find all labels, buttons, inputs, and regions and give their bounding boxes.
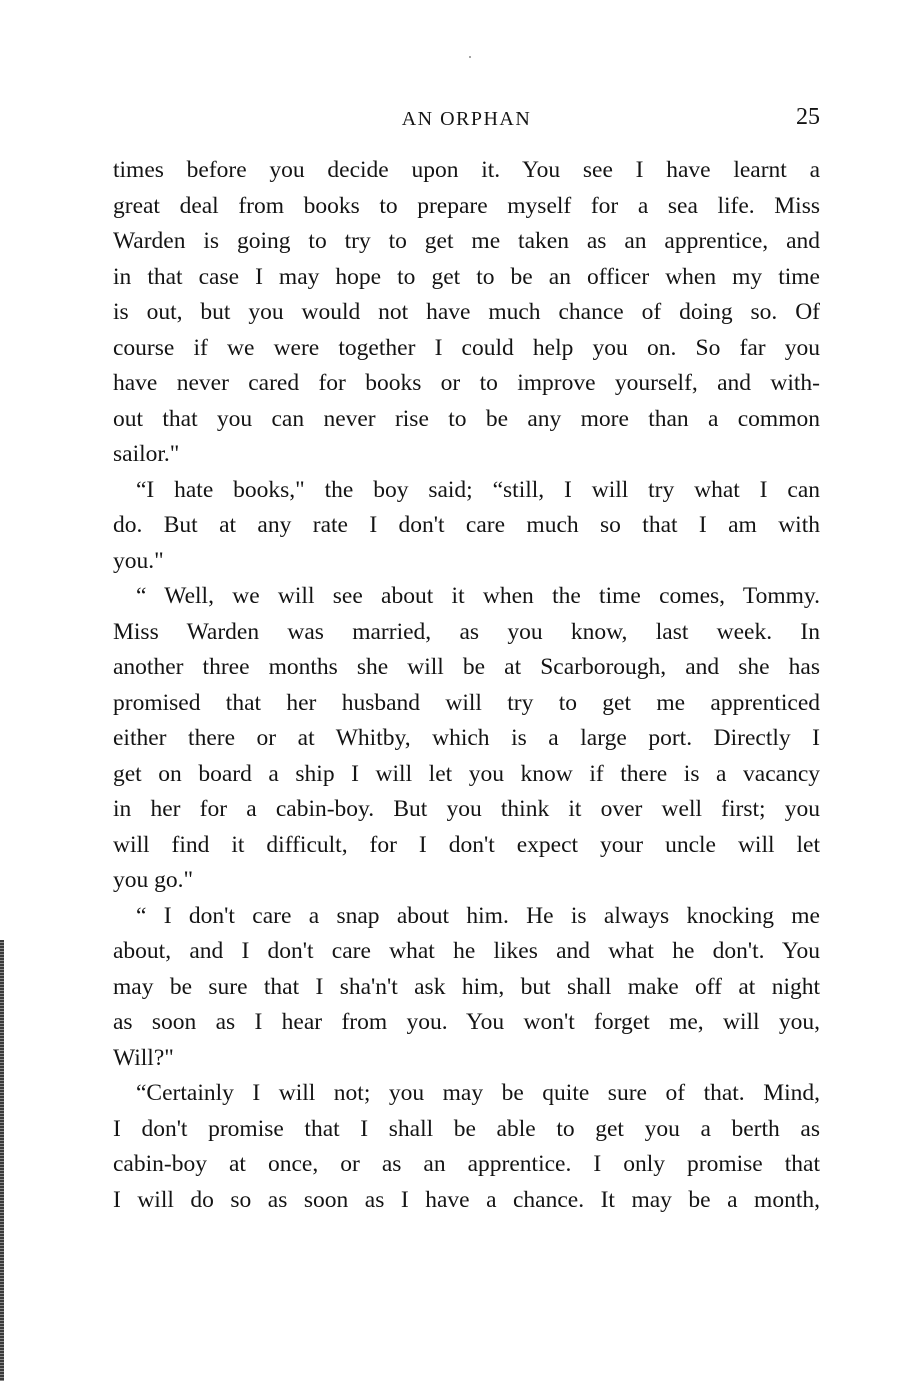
page-edge-shadow bbox=[0, 940, 4, 1381]
text-line: as soon as I hear from you. You won't forget me, will you, bbox=[113, 1009, 820, 1035]
text-line: I will do so as soon as I have a chance. It may be a month, bbox=[113, 1186, 820, 1213]
text-line: I don't promise that I shall be able to get you a berth as bbox=[113, 1115, 820, 1142]
text-line: times before you decide upon it. You see I have learnt a bbox=[113, 157, 820, 183]
text-line: promised that her husband will try to get me apprenticed bbox=[113, 689, 820, 716]
text-line: “ I don't care a snap about him. He is always knocking me bbox=[136, 902, 820, 929]
text-line: out that you can never rise to be any more than a common bbox=[113, 405, 820, 432]
text-line: great deal from books to prepare myself for a sea life. Miss bbox=[113, 192, 820, 219]
text-line: will find it difficult, for I don't expect your uncle will let bbox=[113, 831, 820, 858]
running-head bbox=[113, 104, 820, 134]
text-line: either there or at Whitby, which is a large port. Directly I bbox=[113, 725, 820, 751]
running-title: AN ORPHAN bbox=[401, 108, 532, 130]
text-line: is out, but you would not have much chance of doing so. Of bbox=[113, 299, 820, 325]
page-number: 25 bbox=[796, 104, 820, 130]
text-line: Miss Warden was married, as you know, last week. In bbox=[113, 618, 820, 645]
text-line: sailor." bbox=[113, 441, 180, 467]
text-line: Warden is going to try to get me taken as an apprentice, and bbox=[113, 228, 820, 254]
text-line: Will?" bbox=[113, 1044, 174, 1071]
body-text bbox=[113, 153, 820, 1218]
text-line: “I hate books," the boy said; “still, I will try what I can bbox=[136, 476, 820, 503]
text-line: you go." bbox=[113, 867, 194, 893]
text-line: “ Well, we will see about it when the time comes, Tommy. bbox=[136, 583, 820, 609]
text-line: course if we were together I could help you on. So far you bbox=[113, 334, 820, 361]
text-line: another three months she will be at Scarborough, and she has bbox=[113, 654, 820, 680]
text-line: do. But at any rate I don't care much so that I am with bbox=[113, 512, 820, 538]
text-line: about, and I don't care what he likes and what he don't. You bbox=[113, 938, 820, 964]
text-line: in that case I may hope to get to be an officer when my time bbox=[113, 263, 820, 290]
paper-speck bbox=[469, 56, 471, 58]
text-line: “Certainly I will not; you may be quite sure of that. Mind, bbox=[136, 1080, 820, 1106]
text-line: have never cared for books or to improve yourself, and with- bbox=[113, 370, 820, 396]
text-line: may be sure that I sha'n't ask him, but shall make off at night bbox=[113, 973, 820, 1000]
text-line: in her for a cabin-boy. But you think it over well first; you bbox=[113, 796, 820, 822]
text-line: cabin-boy at once, or as an apprentice. I only promise that bbox=[113, 1151, 820, 1177]
text-line: get on board a ship I will let you know if there is a vacancy bbox=[113, 760, 820, 787]
text-line: you." bbox=[113, 547, 164, 574]
